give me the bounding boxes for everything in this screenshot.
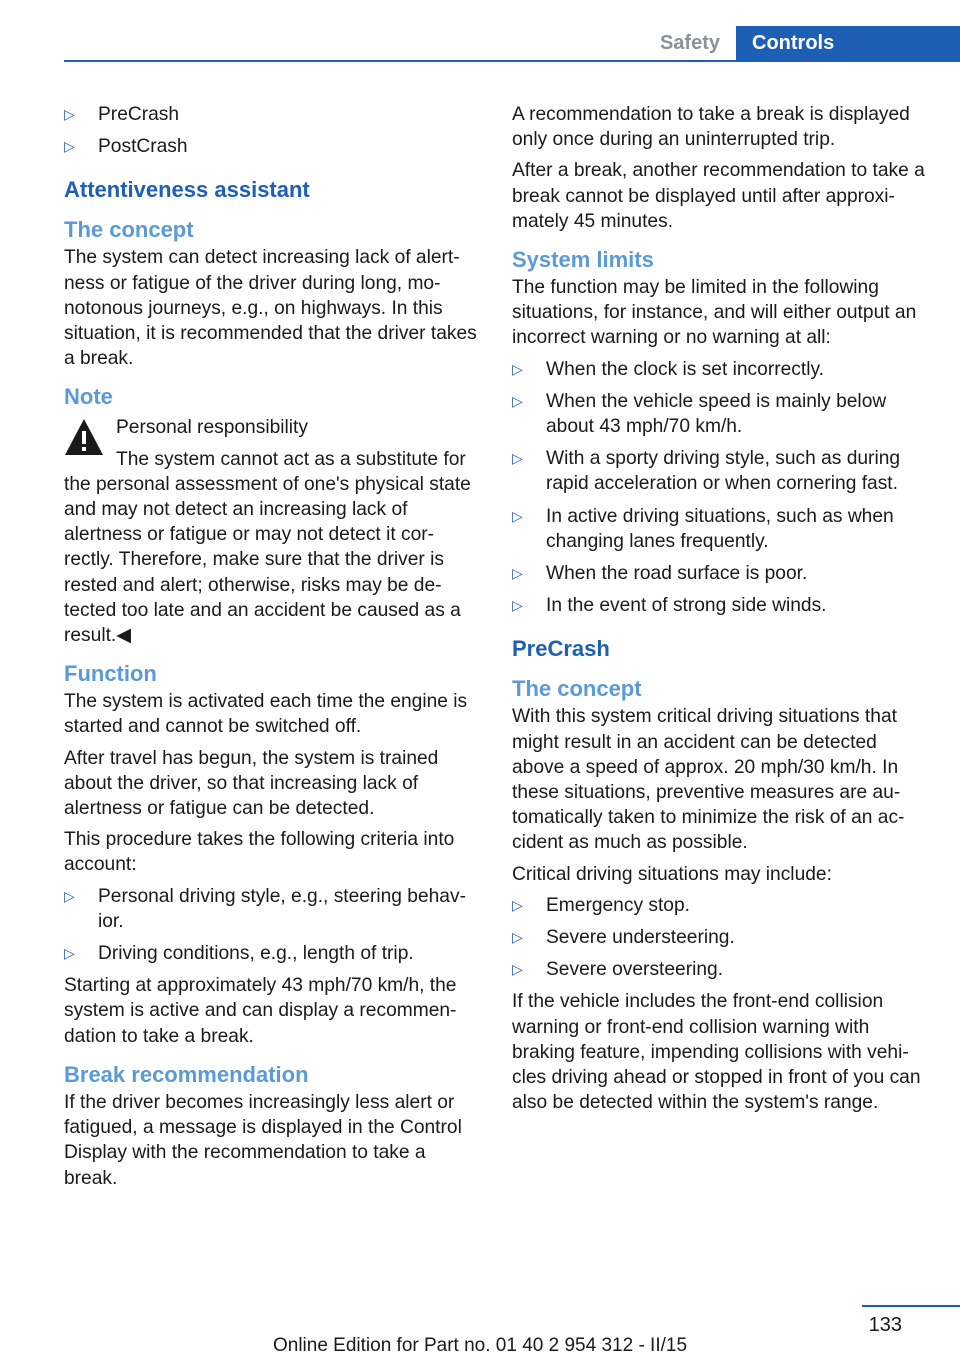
heading-attentiveness-assistant: Attentiveness assistant — [64, 177, 310, 203]
list-item: ▷ When the vehicle speed is mainly below about 43 mph/70 km/h. — [512, 390, 887, 438]
edition-footer: Online Edition for Part no. 01 40 2 954 312 - II/15 — [272, 1335, 688, 1356]
heading-note: Note — [64, 384, 113, 410]
list-item: ▷ When the road surface is poor. — [512, 561, 932, 586]
triangle-bullet-icon: ▷ — [512, 360, 523, 377]
critical-intro: Critical driving situations may include: — [512, 863, 832, 885]
triangle-bullet-icon: ▷ — [64, 138, 75, 155]
top-list — [64, 102, 482, 159]
note-text: The system cannot act as a substitute for the personal assessment of one's physical state and may not detect an increasing lack of alertness or fatigue or may not detect it cor‐rectly. Therefore, make sure that the driver is rested and alert; otherwise, risks may be de‐tected too late and an accident be caused as a result.◀ — [64, 448, 471, 647]
heading-system-limits: System limits — [512, 247, 654, 273]
triangle-bullet-icon: ▷ — [512, 507, 523, 524]
list-item: ▷ Severe oversteering. — [512, 957, 932, 982]
list-item: ▷ Emergency stop. — [512, 893, 932, 918]
heading-the-concept-precrash: The concept — [512, 676, 642, 702]
collision-paragraph: If the vehicle includes the front-end collision warning or front-end collision warning with braking feature, impending collisions with vehi‐cles driving ahead or stopped in front of you can also be detected within the system's range. — [512, 991, 921, 1114]
triangle-bullet-icon: ▷ — [512, 896, 523, 913]
limits-list — [512, 357, 932, 619]
function-paragraph-1: The system is activated each time the engine is started and cannot be switched off. — [64, 691, 468, 738]
break-paragraph-3: After a break, another recommendation to take a break cannot be displayed until after approxi‐mately 45 minutes. — [512, 160, 925, 232]
triangle-bullet-icon: ▷ — [512, 961, 523, 978]
left-column — [64, 102, 482, 1197]
page-number: 133 — [868, 1314, 902, 1336]
triangle-bullet-icon: ▷ — [64, 106, 75, 122]
function-paragraph-2: After travel has begun, the system is trained about the driver, so that increasing lack of alertness or fatigue can be detected. — [64, 747, 439, 820]
triangle-bullet-icon: ▷ — [512, 565, 523, 582]
heading-precrash: PreCrash — [512, 636, 610, 662]
function-paragraph-3: This procedure takes the following criteria into account: — [64, 829, 455, 876]
heading-the-concept: The concept — [64, 217, 194, 243]
triangle-bullet-icon: ▷ — [512, 929, 523, 946]
triangle-bullet-icon: ▷ — [64, 887, 75, 904]
list-item: ▷ Personal driving style, e.g., steering behav‐ior. — [64, 885, 466, 932]
warning-note — [64, 415, 482, 648]
list-item: ▷ With a sporty driving style, such as during rapid acceleration or when cornering fast. — [512, 448, 901, 495]
critical-list — [512, 893, 932, 983]
warning-triangle-icon — [64, 417, 104, 457]
triangle-bullet-icon: ▷ — [512, 597, 523, 614]
list-item: ▷ PreCrash — [64, 102, 482, 127]
header-tab-safety: Safety — [659, 32, 720, 54]
list-item: ▷ When the clock is set incorrectly. — [512, 357, 932, 382]
list-item: ▷ Severe understeering. — [512, 925, 932, 950]
triangle-bullet-icon: ▷ — [512, 392, 523, 409]
page-number-rule — [862, 1305, 960, 1307]
header-tab-controls: Controls — [736, 26, 960, 62]
list-item: ▷ In active driving situations, such as when changing lanes frequently. — [512, 505, 894, 552]
precrash-paragraph: With this system critical driving situations that might result in an accident can be detected above a speed of approx. 20 mph/30 km/h. In these situations, preventive measures are au‐tomatically taken to minimize the risk of an ac‐cident as much as possible. — [512, 706, 905, 854]
criteria-list — [64, 884, 482, 967]
list-item: ▷ Driving conditions, e.g., length of trip. — [64, 941, 482, 966]
heading-break-recommendation: Break recommendation — [64, 1061, 309, 1087]
heading-function: Function — [64, 661, 157, 687]
break-paragraph: If the driver becomes increasingly less alert or fatigued, a message is displayed in the Control Display with the recommendation to take a break. — [64, 1091, 462, 1189]
right-column — [512, 102, 932, 1122]
list-item: ▷ PostCrash — [64, 134, 482, 159]
triangle-bullet-icon: ▷ — [64, 945, 75, 962]
note-title: Personal responsibility — [116, 417, 308, 439]
triangle-bullet-icon: ▷ — [512, 450, 523, 467]
list-item: ▷ In the event of strong side winds. — [512, 593, 932, 618]
function-paragraph-4: Starting at approximately 43 mph/70 km/h, the system is active and can display a recommen‐dation to take a break. — [64, 975, 457, 1047]
header-rule — [64, 60, 960, 62]
limits-paragraph: The function may be limited in the following situations, for instance, and will either output an incorrect warning or no warning at all: — [512, 277, 917, 349]
break-paragraph-2: A recommendation to take a break is displayed only once during an uninterrupted trip. — [512, 104, 910, 151]
concept-paragraph: The system can detect increasing lack of alert‐ness or fatigue of the driver during long, mo‐notonous journeys, e.g., on highways. In this situation, it is recommended that the driver takes a break. — [64, 247, 477, 370]
